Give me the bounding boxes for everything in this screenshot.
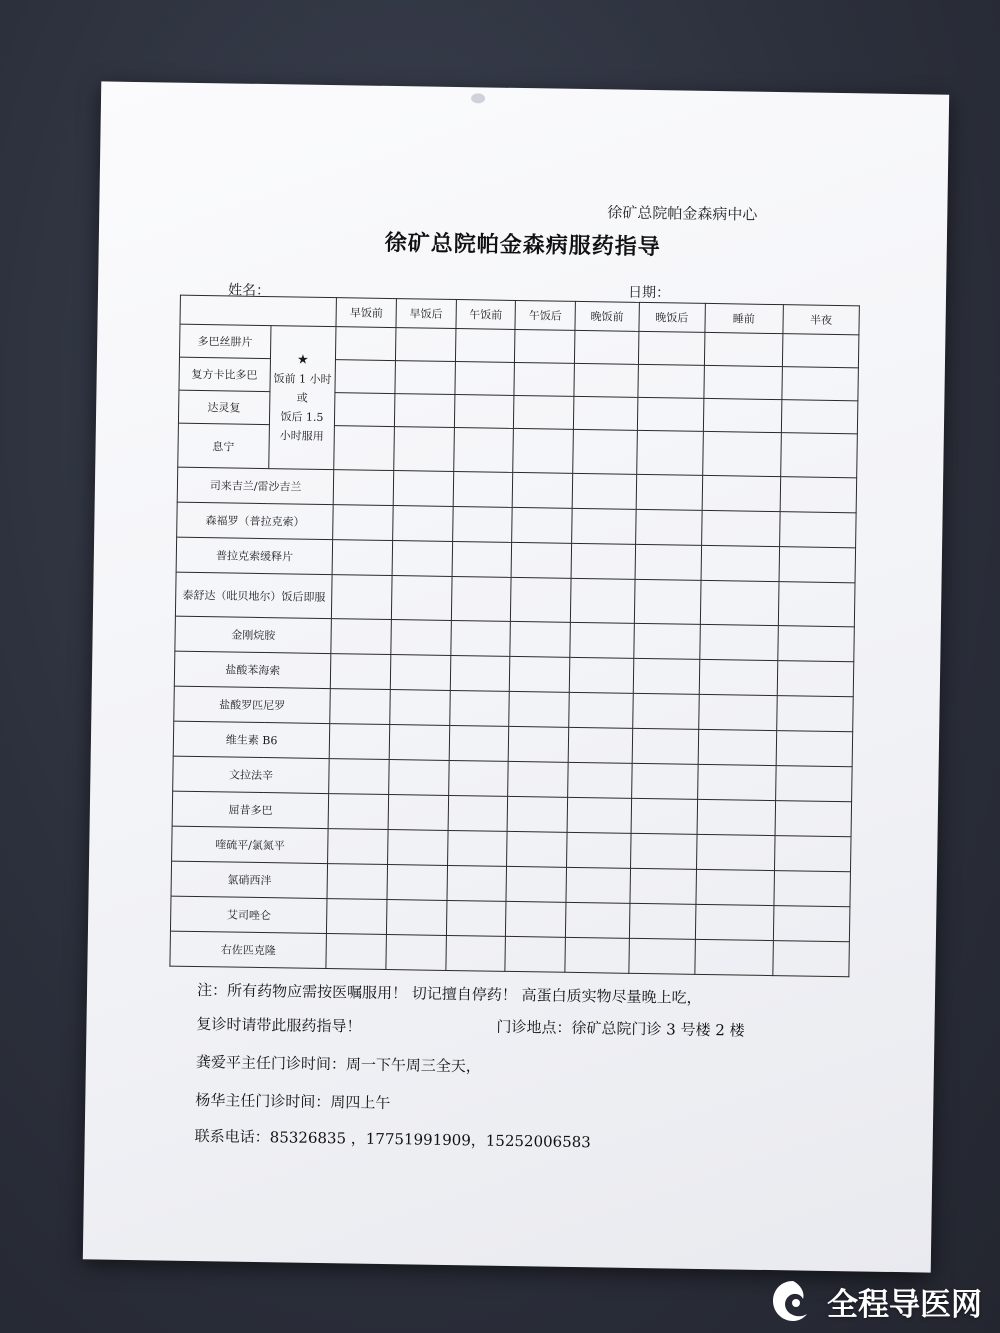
schedule-cell bbox=[775, 766, 852, 802]
schedule-cell bbox=[702, 431, 781, 476]
schedule-cell bbox=[394, 427, 454, 472]
schedule-cell bbox=[699, 624, 778, 660]
schedule-cell bbox=[508, 761, 568, 797]
schedule-cell bbox=[507, 831, 567, 867]
schedule-cell bbox=[695, 904, 774, 940]
column-header: 早饭前 bbox=[336, 298, 396, 328]
schedule-cell bbox=[447, 865, 507, 901]
schedule-cell bbox=[335, 360, 395, 394]
schedule-cell bbox=[394, 394, 454, 428]
schedule-cell bbox=[455, 362, 515, 396]
schedule-cell bbox=[510, 656, 570, 692]
schedule-cell bbox=[334, 470, 394, 506]
schedule-cell bbox=[509, 691, 569, 727]
schedule-cell bbox=[566, 867, 630, 903]
schedule-cell bbox=[779, 512, 856, 548]
schedule-cell bbox=[331, 619, 391, 655]
schedule-cell bbox=[515, 329, 575, 363]
schedule-cell bbox=[390, 655, 450, 691]
note-line-2b: 门诊地点：徐矿总院门诊 3 号楼 2 楼 bbox=[496, 1017, 745, 1040]
schedule-cell bbox=[631, 763, 697, 799]
schedule-cell bbox=[387, 865, 447, 901]
schedule-cell bbox=[389, 760, 449, 796]
schedule-cell bbox=[388, 795, 448, 831]
schedule-cell bbox=[638, 331, 704, 365]
schedule-cell bbox=[568, 727, 632, 763]
schedule-cell bbox=[631, 798, 697, 834]
schedule-cell bbox=[453, 471, 513, 507]
swirl-logo-icon bbox=[769, 1277, 817, 1325]
timing-note-line: 饭后 1.5 bbox=[280, 409, 324, 424]
schedule-cell bbox=[697, 799, 776, 835]
drug-name-cell: 达灵复 bbox=[178, 390, 269, 424]
date-label: 日期： bbox=[627, 284, 671, 302]
timing-note-line: 小时服用 bbox=[279, 428, 324, 443]
drug-name-cell: 盐酸罗匹尼罗 bbox=[174, 686, 331, 723]
schedule-cell bbox=[505, 936, 565, 972]
schedule-cell bbox=[511, 577, 571, 622]
schedule-cell bbox=[395, 328, 455, 362]
schedule-cell bbox=[513, 428, 573, 473]
drug-name-cell: 息宁 bbox=[178, 423, 269, 468]
schedule-cell bbox=[512, 472, 572, 508]
schedule-cell bbox=[570, 622, 634, 658]
schedule-cell bbox=[326, 934, 386, 970]
schedule-cell bbox=[571, 543, 635, 579]
timing-note-cell bbox=[268, 326, 336, 470]
timing-note-line: 饭前 1 小时 bbox=[273, 371, 332, 386]
drug-name-cell: 维生素 B6 bbox=[173, 721, 330, 758]
schedule-cell bbox=[567, 797, 631, 833]
schedule-cell bbox=[510, 621, 570, 657]
schedule-cell bbox=[782, 367, 859, 401]
schedule-cell bbox=[328, 829, 388, 865]
drug-name-cell: 复方卡比多巴 bbox=[179, 357, 270, 391]
schedule-cell bbox=[774, 836, 851, 872]
schedule-cell bbox=[568, 762, 632, 798]
schedule-cell bbox=[638, 364, 704, 398]
schedule-cell bbox=[776, 696, 853, 732]
schedule-cell bbox=[450, 655, 510, 691]
schedule-cell bbox=[572, 508, 636, 544]
column-header: 早饭后 bbox=[396, 299, 456, 329]
medication-schedule-table bbox=[169, 295, 859, 978]
schedule-cell bbox=[776, 731, 853, 767]
schedule-cell bbox=[569, 657, 633, 693]
drug-name-cell: 泰舒达（吡贝地尔）饭后即服 bbox=[175, 572, 332, 618]
schedule-cell bbox=[696, 834, 775, 870]
schedule-cell bbox=[570, 578, 634, 623]
schedule-cell bbox=[632, 728, 698, 764]
schedule-cell bbox=[389, 725, 449, 761]
schedule-cell bbox=[335, 393, 395, 427]
schedule-cell bbox=[701, 545, 780, 581]
schedule-cell bbox=[455, 329, 515, 363]
patient-name-label: 姓名： bbox=[227, 282, 271, 300]
header-organization: 徐矿总院帕金森病中心 bbox=[607, 203, 758, 224]
site-watermark bbox=[769, 1277, 982, 1325]
drug-name-cell: 艾司唑仑 bbox=[170, 896, 327, 933]
note-line-3: 龚爱平主任门诊时间：周一下午周三全天， bbox=[195, 1053, 482, 1076]
schedule-cell bbox=[333, 505, 393, 541]
timing-note-line: 或 bbox=[296, 391, 308, 405]
note-line-2a: 复诊时请带此服药指导！ bbox=[196, 1015, 362, 1036]
schedule-cell bbox=[573, 429, 637, 474]
schedule-cell bbox=[511, 542, 571, 578]
schedule-cell bbox=[329, 759, 389, 795]
watermark-text: 全程导医网 bbox=[827, 1286, 982, 1323]
schedule-cell bbox=[775, 801, 852, 837]
schedule-cell bbox=[572, 473, 636, 509]
schedule-cell bbox=[694, 939, 773, 975]
schedule-cell bbox=[698, 729, 777, 765]
drug-name-cell: 右佐匹克隆 bbox=[170, 931, 327, 968]
drug-name-cell: 金刚烷胺 bbox=[175, 616, 332, 653]
star-icon: ★ bbox=[296, 352, 309, 368]
schedule-cell bbox=[637, 397, 703, 431]
schedule-cell bbox=[327, 864, 387, 900]
schedule-cell bbox=[704, 332, 783, 366]
schedule-cell bbox=[629, 938, 695, 974]
schedule-cell bbox=[391, 576, 451, 621]
schedule-cell bbox=[697, 764, 776, 800]
schedule-cell bbox=[573, 396, 637, 430]
schedule-cell bbox=[454, 395, 514, 429]
schedule-cell bbox=[330, 724, 390, 760]
schedule-cell bbox=[452, 541, 512, 577]
schedule-cell bbox=[388, 830, 448, 866]
schedule-cell bbox=[773, 906, 850, 942]
schedule-cell bbox=[777, 661, 854, 697]
schedule-cell bbox=[447, 830, 507, 866]
schedule-cell bbox=[635, 509, 701, 545]
column-header: 晚饭后 bbox=[639, 302, 705, 332]
drug-name-cell: 森福罗（普拉克索） bbox=[177, 502, 334, 539]
schedule-cell bbox=[700, 580, 779, 625]
schedule-cell bbox=[507, 796, 567, 832]
schedule-cell bbox=[574, 330, 638, 364]
column-header: 午饭后 bbox=[515, 300, 575, 330]
schedule-cell bbox=[633, 658, 699, 694]
schedule-cell bbox=[778, 582, 855, 627]
note-line-1: 注：所有药物应需按医嘱服用！ 切记擅自停药！ 高蛋白质实物尽量晚上吃， bbox=[196, 981, 702, 1007]
schedule-cell bbox=[773, 941, 850, 977]
schedule-cell bbox=[453, 427, 513, 472]
schedule-cell bbox=[703, 398, 782, 432]
schedule-cell bbox=[698, 694, 777, 730]
column-header: 晚饭前 bbox=[575, 301, 639, 331]
schedule-cell bbox=[330, 689, 390, 725]
schedule-cell bbox=[702, 475, 781, 511]
schedule-cell bbox=[451, 620, 511, 656]
schedule-cell bbox=[774, 871, 851, 907]
schedule-cell bbox=[393, 506, 453, 542]
schedule-cell bbox=[331, 654, 391, 690]
schedule-cell bbox=[334, 426, 394, 471]
schedule-cell bbox=[569, 692, 633, 728]
drug-name-cell: 文拉法辛 bbox=[173, 756, 330, 793]
schedule-cell bbox=[446, 900, 506, 936]
drug-name-cell: 屈昔多巴 bbox=[172, 791, 329, 828]
document-title: 徐矿总院帕金森病服药指导 bbox=[384, 229, 661, 261]
schedule-cell bbox=[390, 690, 450, 726]
schedule-cell bbox=[448, 760, 508, 796]
schedule-cell bbox=[567, 832, 631, 868]
schedule-cell bbox=[701, 510, 780, 546]
drug-name-cell: 氯硝西泮 bbox=[171, 861, 328, 898]
schedule-cell bbox=[449, 725, 509, 761]
schedule-cell bbox=[336, 327, 396, 361]
schedule-cell bbox=[703, 365, 782, 399]
header-blank-cell bbox=[180, 295, 337, 326]
schedule-cell bbox=[636, 474, 702, 510]
drug-name-cell: 司来吉兰/雷沙吉兰 bbox=[177, 467, 334, 504]
note-line-5: 联系电话：85326835 ，17751991909，15252006583 bbox=[194, 1127, 591, 1152]
schedule-cell bbox=[332, 575, 392, 620]
schedule-cell bbox=[630, 833, 696, 869]
note-line-4: 杨华主任门诊时间：周四上午 bbox=[195, 1091, 391, 1113]
schedule-cell bbox=[448, 795, 508, 831]
punch-hole bbox=[471, 93, 485, 103]
schedule-cell bbox=[386, 934, 446, 970]
schedule-cell bbox=[699, 659, 778, 695]
column-header: 午饭前 bbox=[456, 300, 516, 330]
schedule-cell bbox=[565, 902, 629, 938]
schedule-cell bbox=[696, 869, 775, 905]
schedule-cell bbox=[506, 866, 566, 902]
schedule-cell bbox=[782, 334, 859, 368]
schedule-cell bbox=[393, 471, 453, 507]
schedule-cell bbox=[636, 430, 703, 475]
medication-guide-sheet bbox=[83, 81, 949, 1272]
schedule-cell bbox=[779, 547, 856, 583]
schedule-cell bbox=[449, 690, 509, 726]
schedule-cell bbox=[509, 726, 569, 762]
schedule-cell bbox=[635, 544, 701, 580]
schedule-cell bbox=[332, 540, 392, 576]
schedule-cell bbox=[634, 579, 701, 624]
schedule-cell bbox=[565, 937, 629, 973]
schedule-cell bbox=[446, 935, 506, 971]
schedule-cell bbox=[778, 626, 855, 662]
schedule-cell bbox=[780, 477, 857, 513]
schedule-cell bbox=[514, 395, 574, 429]
drug-name-cell: 普拉克索缓释片 bbox=[176, 537, 333, 574]
schedule-cell bbox=[451, 576, 511, 621]
schedule-cell bbox=[512, 507, 572, 543]
drug-name-cell: 盐酸苯海索 bbox=[174, 651, 331, 688]
schedule-cell bbox=[630, 868, 696, 904]
schedule-cell bbox=[781, 400, 858, 434]
drug-name-cell: 喹硫平/氯氮平 bbox=[172, 826, 329, 863]
schedule-cell bbox=[780, 433, 857, 478]
schedule-cell bbox=[386, 900, 446, 936]
schedule-cell bbox=[574, 363, 638, 397]
column-header: 半夜 bbox=[783, 305, 860, 335]
schedule-cell bbox=[634, 623, 700, 659]
schedule-cell bbox=[452, 506, 512, 542]
drug-name-cell: 多巴丝肼片 bbox=[179, 324, 270, 358]
schedule-cell bbox=[506, 901, 566, 937]
column-header: 睡前 bbox=[705, 303, 784, 333]
schedule-cell bbox=[632, 693, 698, 729]
schedule-cell bbox=[327, 899, 387, 935]
schedule-cell bbox=[514, 362, 574, 396]
schedule-cell bbox=[629, 903, 695, 939]
schedule-cell bbox=[391, 620, 451, 656]
schedule-cell bbox=[392, 541, 452, 577]
schedule-cell bbox=[395, 361, 455, 395]
schedule-cell bbox=[328, 794, 388, 830]
